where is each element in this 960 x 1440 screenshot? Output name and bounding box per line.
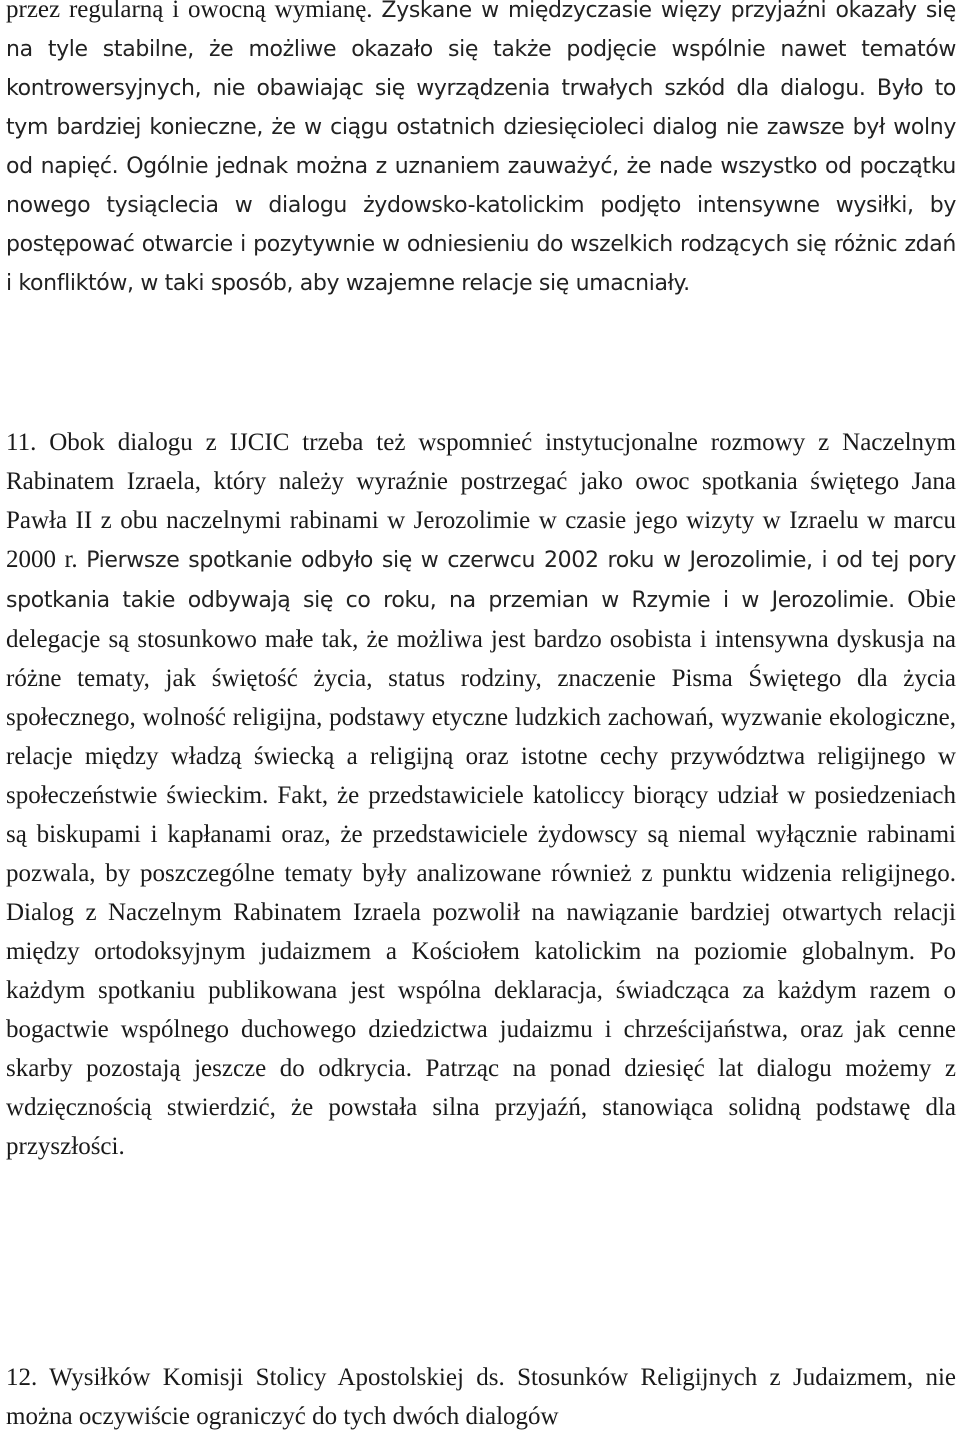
text-segment: 11. Obok dialogu z IJCIC trzeba też wspomnieć instytucjonalne rozmowy z Naczelnym Rabinatem Izraela, który należy wyraźnie postrzegać jako owoc spotkania świętego Jana Pawła II z obu naczelnymi rabinami w Jerozolimie w czasie jego wizyty w Izraelu w marcu 2000 r.	[6, 429, 956, 573]
paragraph-section-11	[6, 423, 956, 1166]
paragraph-continuation	[6, 0, 956, 303]
text-segment: Zyskane w międzyczasie więzy przyjaźni okazały się na tyle stabilne, że możliwe okazało się także podjęcie wspólnie nawet tematów kontrowersyjnych, nie obawiając się wyrządzenia trwałych szkód dla dialogu. Było to tym bardziej konieczne, że w ciągu ostatnich dziesięcioleci dialog nie zawsze był wolny od napięć. Ogólnie jednak można z uznaniem zauważyć, że nade wszystko od początku nowego tysiąclecia w dialogu żydowsko-katolickim podjęto intensywne wysiłki, by postępować otwarcie i pozytywnie w odniesieniu do wszelkich rodzących się różnic zdań i konfliktów, w taki sposób, aby wzajemne relacje się umacniały.	[6, 0, 956, 296]
text-segment: 12. Wysiłków Komisji Stolicy Apostolskiej ds. Stosunków Religijnych z Judaizmem, nie można oczywiście ograniczyć do tych dwóch dialogów	[6, 1364, 956, 1430]
text-segment: przez regularną i owocną wymianę.	[6, 0, 382, 23]
paragraph-section-12	[6, 1358, 956, 1436]
text-segment: Pierwsze spotkanie odbyło się w czerwcu 2002 roku w Jerozolimie, i od tej pory spotkania takie odbywają się co roku, na przemian w Rzymie i w Jerozolimie.	[6, 548, 957, 613]
text-segment: Obie delegacje są stosunkowo małe tak, że możliwa jest bardzo osobista i intensywna dyskusja na różne tematy, jak świętość życia, status rodziny, znaczenie Pisma Świętego dla życia społecznego, wolność religijna, podstawy etyczne ludzkich zachowań, wyzwanie ekologiczne, relacje między władzą świecką a religijną oraz istotne cechy przywództwa religijnego w społeczeństwie świeckim. Fakt, że przedstawiciele katoliccy biorący udział w posiedzeniach są biskupami i kapłanami oraz, że przedstawiciele żydowscy są niemal wyłącznie rabinami pozwala, by poszczególne tematy były analizowane również z punktu widzenia religijnego. Dialog z Naczelnym Rabinatem Izraela pozwolił na nawiązanie bardziej otwartych relacji między ortodoksyjnym judaizmem a Kościołem katolickim na poziomie globalnym. Po każdym spotkaniu publikowana jest wspólna deklaracja, świadcząca za każdym razem o bogactwie wspólnego duchowego dziedzictwa judaizmu i chrześcijaństwa, oraz jak cenne skarby pozostają jeszcze do odkrycia. Patrząc na ponad dziesięć lat dialogu możemy z wdzięcznością stwierdzić, że powstała silna przyjaźń, stanowiąca solidną podstawę dla przyszłości.	[6, 586, 956, 1160]
